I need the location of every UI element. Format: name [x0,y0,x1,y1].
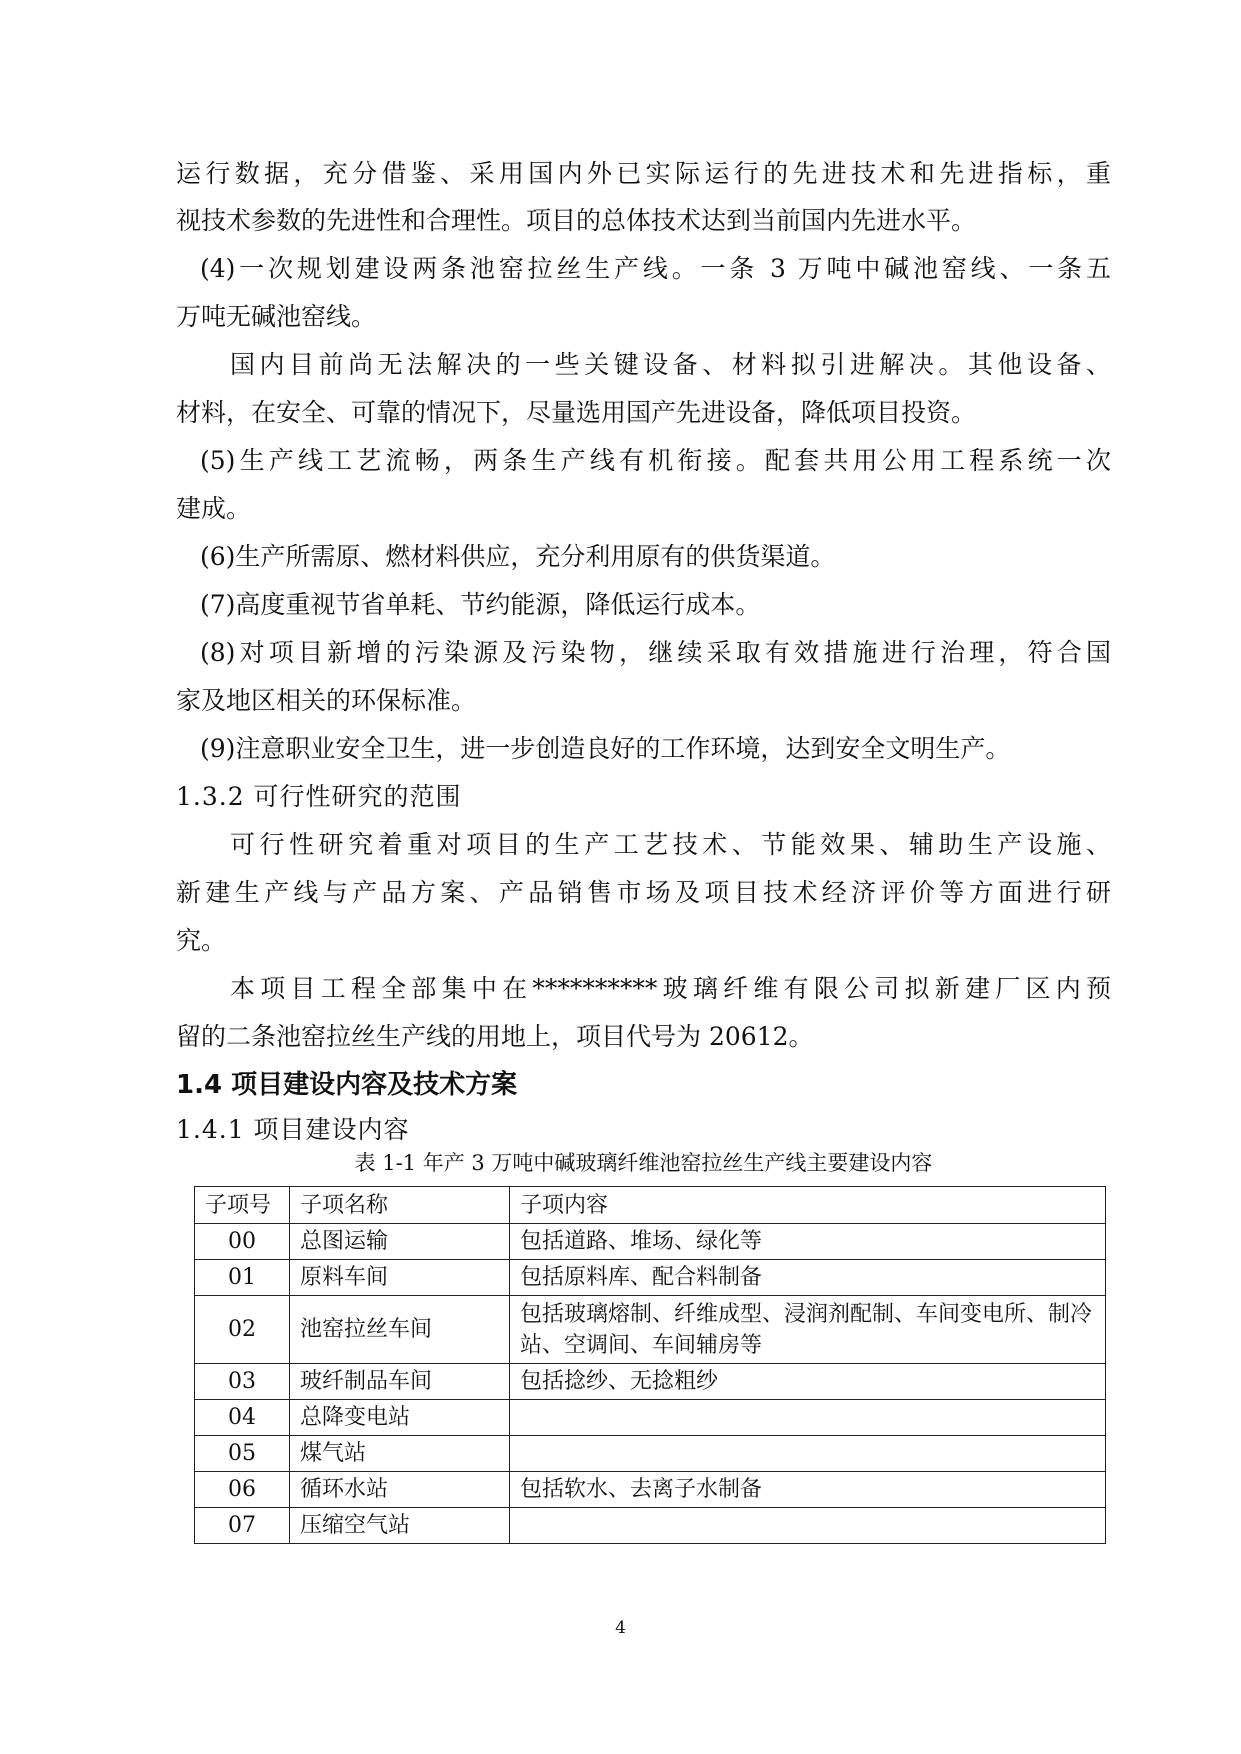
body-line: 运行数据，充分借鉴、采用国内外已实际运行的先进技术和先进指标，重 [176,159,1111,188]
list-item: (5)生产线工艺流畅，两条生产线有机衔接。配套共用公用工程系统一次 [200,446,1111,475]
table-row [195,1472,1106,1508]
cell-name: 压缩空气站 [290,1508,510,1544]
cell-name: 煤气站 [290,1436,510,1472]
table-row [195,1508,1106,1544]
table-header-row [195,1187,1106,1224]
construction-content-table [194,1186,1106,1544]
body-line: 可行性研究着重对项目的生产工艺技术、节能效果、辅助生产设施、 [230,830,1111,859]
cell-no: 06 [195,1472,290,1508]
section-heading-1-4-1: 1.4.1 项目建设内容 [176,1115,410,1144]
cell-no: 00 [195,1224,290,1260]
list-item: (9)注意职业安全卫生，进一步创造良好的工作环境，达到安全文明生产。 [200,734,1011,763]
cell-no: 01 [195,1260,290,1296]
body-line: 留的二条池窑拉丝生产线的用地上，项目代号为 20612。 [176,1022,814,1051]
cell-name: 原料车间 [290,1260,510,1296]
cell-no: 03 [195,1364,290,1400]
body-line: 视技术参数的先进性和合理性。项目的总体技术达到当前国内先进水平。 [176,206,977,235]
cell-name: 总降变电站 [290,1400,510,1436]
cell-content: 包括捻纱、无捻粗纱 [510,1364,1106,1400]
cell-content: 包括玻璃熔制、纤维成型、浸润剂配制、车间变电所、制冷站、空调间、车间辅房等 [510,1296,1106,1364]
cell-no: 04 [195,1400,290,1436]
body-line: 新建生产线与产品方案、产品销售市场及项目技术经济评价等方面进行研 [176,878,1111,907]
body-line: 家及地区相关的环保标准。 [176,686,477,715]
body-line: 究。 [176,926,227,955]
table-row [195,1364,1106,1400]
section-heading-1-4: 1.4 项目建设内容及技术方案 [176,1070,518,1100]
cell-name: 总图运输 [290,1224,510,1260]
body-line: 建成。 [176,494,252,523]
table-row [195,1260,1106,1296]
cell-content: 包括软水、去离子水制备 [510,1472,1106,1508]
body-line: 材料，在安全、可靠的情况下，尽量选用国产先进设备，降低项目投资。 [176,398,977,427]
page-number: 4 [615,1618,626,1638]
body-line: 国内目前尚无法解决的一些关键设备、材料拟引进解决。其他设备、 [230,350,1111,379]
header-sub-item-name: 子项名称 [290,1187,510,1224]
table-row [195,1400,1106,1436]
cell-name: 玻纤制品车间 [290,1364,510,1400]
header-sub-item-number: 子项号 [195,1187,290,1224]
list-item: (7)高度重视节省单耗、节约能源，降低运行成本。 [200,590,761,619]
cell-content: 包括原料库、配合料制备 [510,1260,1106,1296]
body-line: 万吨无碱池窑线。 [176,302,377,331]
cell-no: 07 [195,1508,290,1544]
cell-content [510,1400,1106,1436]
table-row [195,1296,1106,1364]
table-row [195,1436,1106,1472]
cell-name: 循环水站 [290,1472,510,1508]
table-caption: 表 1-1 年产 3 万吨中碱玻璃纤维池窑拉丝生产线主要建设内容 [354,1151,933,1175]
table-row [195,1224,1106,1260]
header-sub-item-content: 子项内容 [510,1187,1106,1224]
cell-content [510,1508,1106,1544]
list-item: (6)生产所需原、燃材料供应，充分利用原有的供货渠道。 [200,542,836,571]
section-heading-1-3-2: 1.3.2 可行性研究的范围 [176,782,462,811]
list-item: (4)一次规划建设两条池窑拉丝生产线。一条 3 万吨中碱池窑线、一条五 [200,254,1111,283]
cell-name: 池窑拉丝车间 [290,1296,510,1364]
cell-content [510,1436,1106,1472]
cell-no: 05 [195,1436,290,1472]
body-line: 本项目工程全部集中在**********玻璃纤维有限公司拟新建厂区内预 [230,974,1111,1003]
list-item: (8)对项目新增的污染源及污染物，继续采取有效措施进行治理，符合国 [200,638,1111,667]
cell-no: 02 [195,1296,290,1364]
cell-content: 包括道路、堆场、绿化等 [510,1224,1106,1260]
